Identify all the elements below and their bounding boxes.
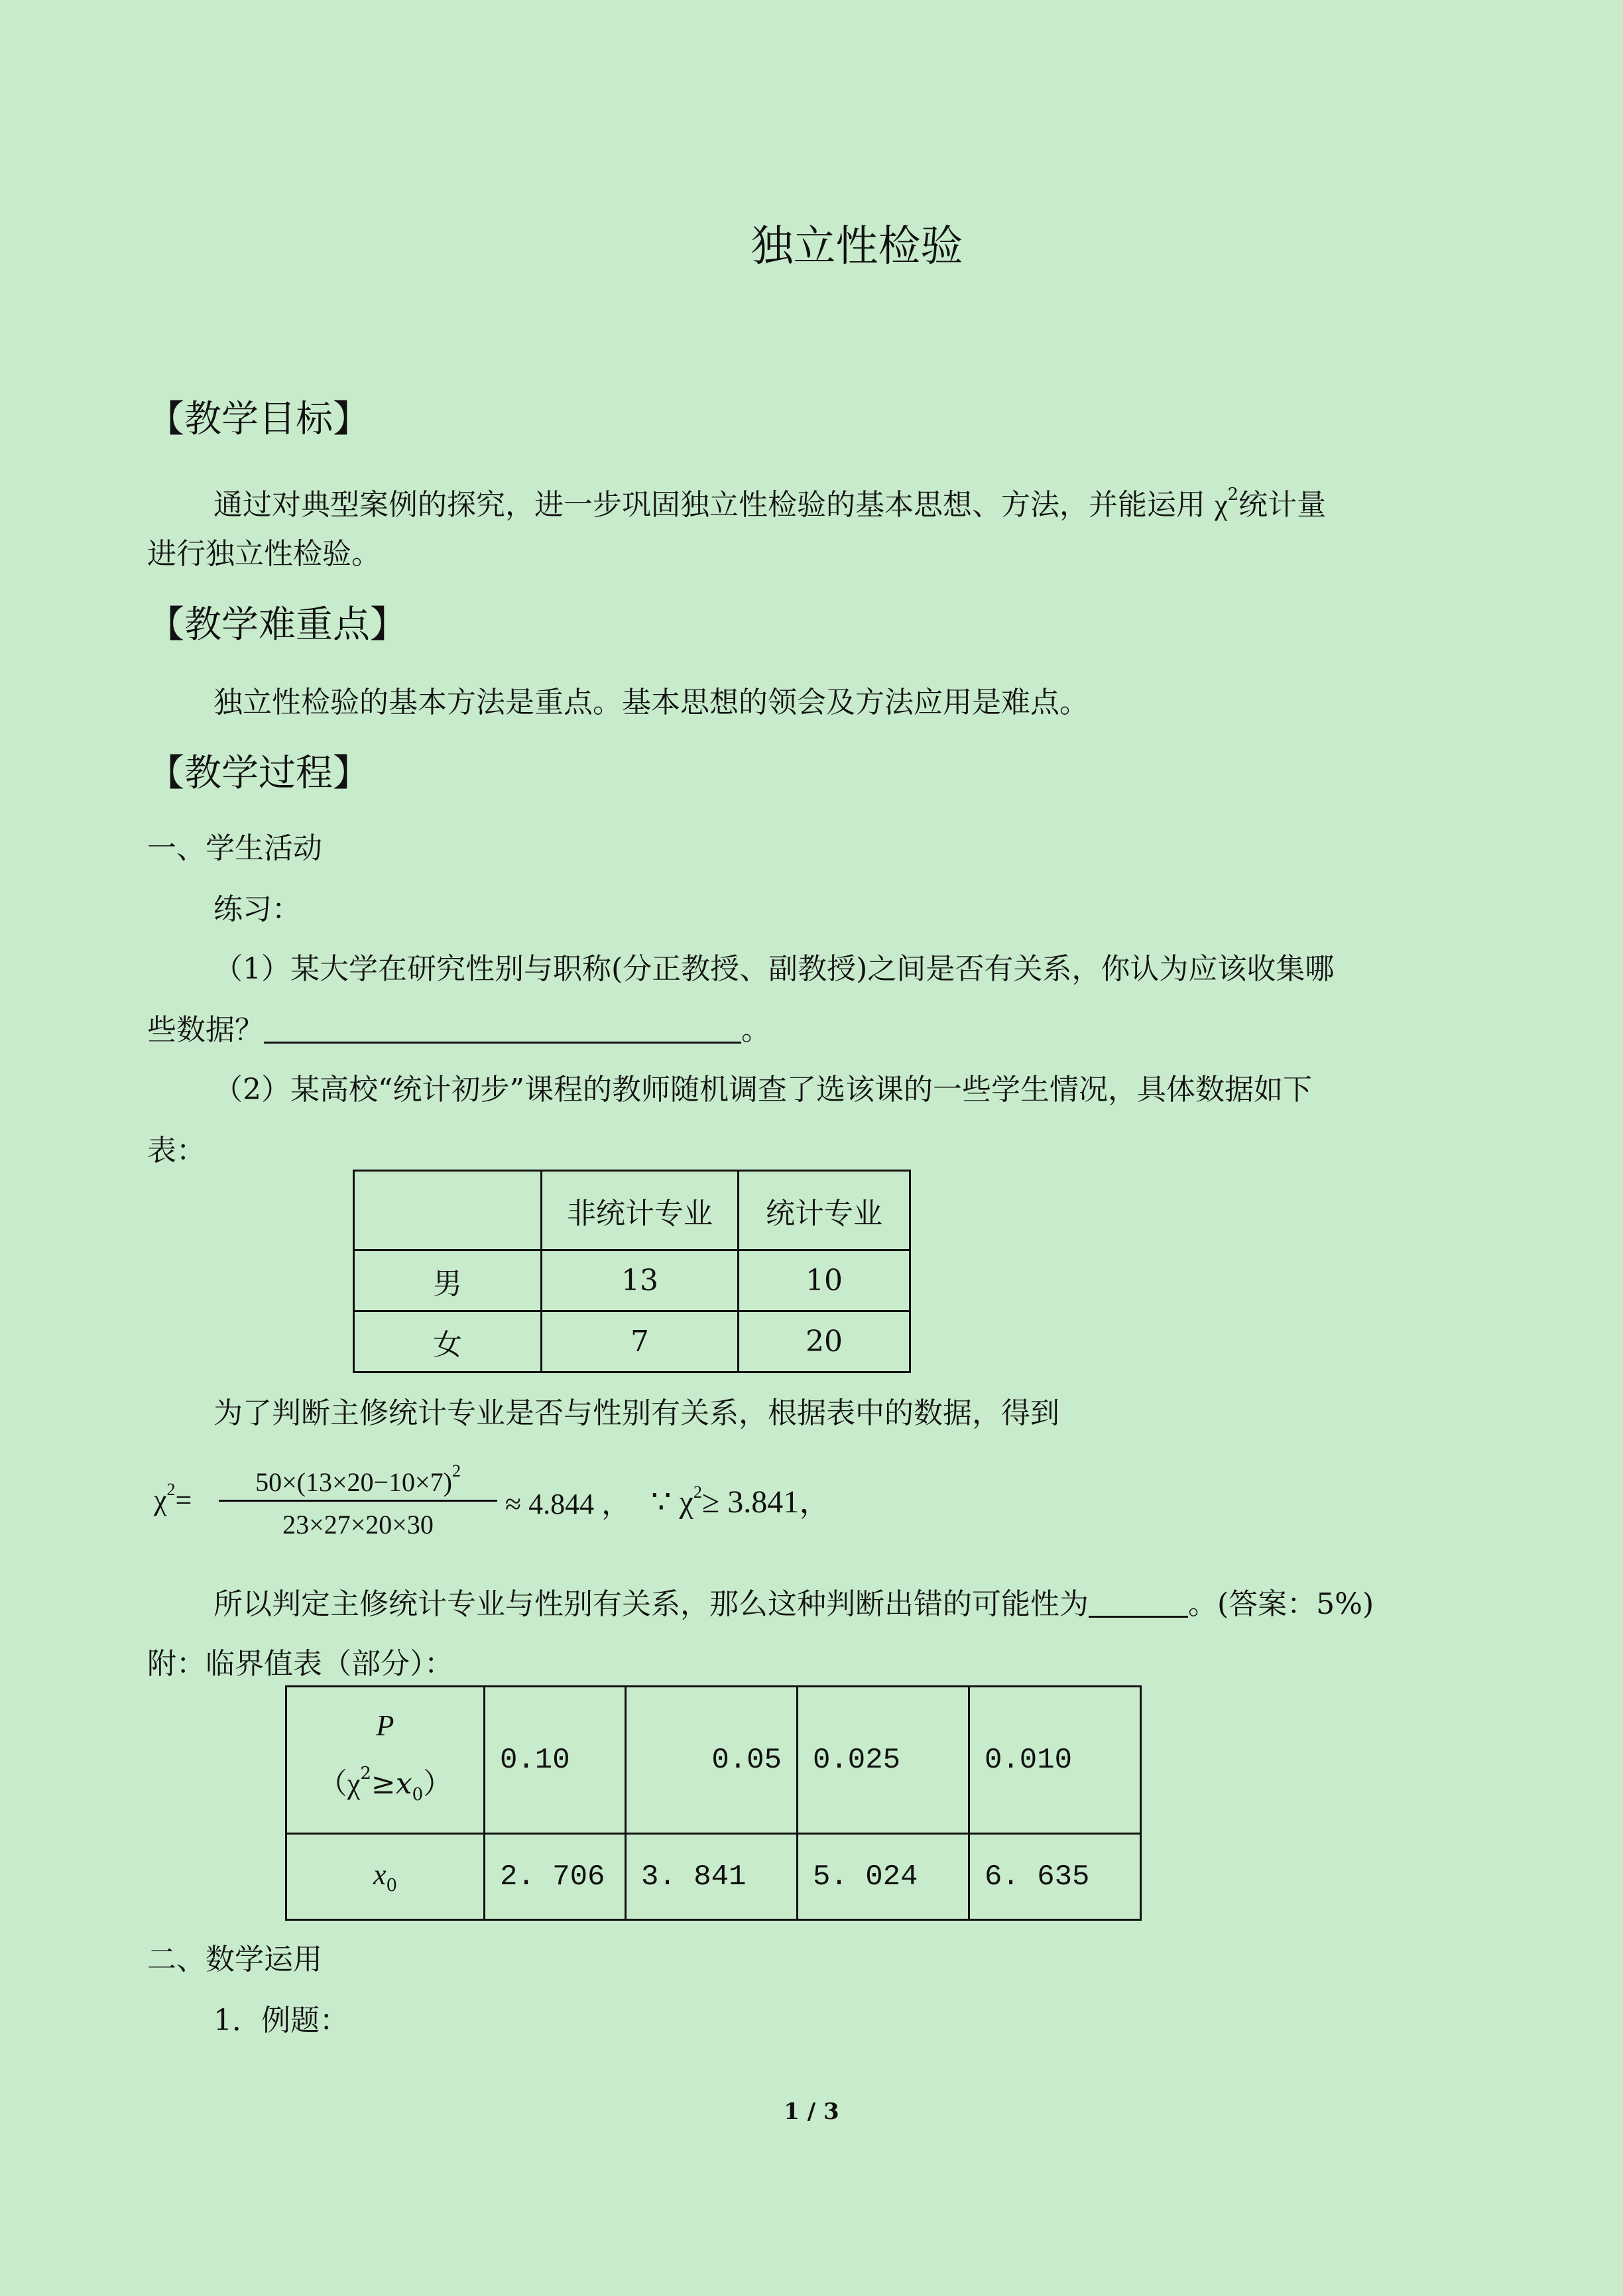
question2-line2: 表：	[147, 1134, 206, 1168]
table-cell: 20	[739, 1311, 910, 1372]
numerator-text: 50×(13×20−10×7)	[255, 1467, 452, 1497]
crit-x-value: 2. 706	[485, 1834, 626, 1920]
difficulty-text: 独立性检验的基本方法是重点。基本思想的领会及方法应用是难点。	[213, 686, 1089, 719]
table-cell: 女	[354, 1311, 542, 1372]
crit-x-value: 6. 635	[969, 1834, 1141, 1920]
gender-major-table	[353, 1170, 911, 1373]
because-chi-sup: 2	[693, 1482, 702, 1502]
conclusion-answer: 。(答案：5%)	[1188, 1587, 1374, 1621]
part1-heading: 一、学生活动	[147, 831, 322, 865]
page-title: 独立性检验	[751, 222, 963, 271]
chi-superscript: 2	[1227, 485, 1239, 505]
formula-chi: χ	[154, 1484, 167, 1516]
p-chi: χ	[347, 1767, 361, 1800]
answer-blank-2[interactable]	[1089, 1616, 1188, 1618]
crit-p-value: 0.010	[969, 1687, 1141, 1834]
table-header-cell: 统计专业	[739, 1171, 910, 1250]
table-cell: 7	[542, 1311, 739, 1372]
practice-label: 练习：	[213, 892, 301, 926]
numerator-sup: 2	[451, 1461, 461, 1480]
fraction-bar	[219, 1500, 497, 1502]
because-chi: χ	[679, 1484, 693, 1520]
p-condition	[302, 1750, 469, 1819]
conclusion-line	[213, 1585, 1374, 1624]
objective-text-after: 统计量	[1238, 488, 1327, 522]
crit-p-value: 0.025	[798, 1687, 969, 1834]
formula-chi-sup: 2	[166, 1480, 176, 1499]
crit-x-row	[286, 1834, 1141, 1920]
objective-paragraph-line1	[213, 475, 1326, 525]
x-label: x	[373, 1858, 387, 1891]
table-header-cell	[354, 1171, 542, 1250]
formula-denominator: 23×27×20×30	[282, 1510, 434, 1540]
crit-p-row	[286, 1687, 1141, 1834]
crit-x-label-cell	[286, 1834, 485, 1920]
conclusion-text: 所以判定主修统计专业与性别有关系，那么这种判断出错的可能性为	[213, 1587, 1089, 1621]
table-header-cell: 非统计专业	[542, 1171, 739, 1250]
p-ge: ≥	[371, 1766, 396, 1801]
objective-text-before: 通过对典型案例的探究，进一步巩固独立性检验的基本思想、方法，并能运用	[213, 488, 1205, 522]
process-heading: 【教学过程】	[147, 752, 370, 795]
appendix-label: 附：临界值表（部分）：	[147, 1647, 453, 1681]
part2-heading: 二、数学运用	[147, 1943, 322, 1976]
table-cell: 男	[354, 1250, 542, 1311]
p-chi-sup: 2	[360, 1763, 371, 1783]
crit-x-value: 3. 841	[626, 1834, 798, 1920]
question1-prefix: 些数据？	[147, 1013, 264, 1047]
analysis-line1: 为了判断主修统计专业是否与性别有关系，根据表中的数据，得到	[213, 1396, 1059, 1430]
table-cell: 10	[739, 1250, 910, 1311]
because-clause	[651, 1476, 831, 1522]
p-x-sub: 0	[412, 1784, 424, 1805]
table-cell: 13	[542, 1250, 739, 1311]
x-label-sub: 0	[386, 1876, 398, 1896]
question2-line1: （2）某高校“统计初步”课程的教师随机调查了选该课的一些学生情况，具体数据如下	[213, 1073, 1312, 1107]
p-x: x	[395, 1766, 412, 1801]
p-close-paren: ）	[423, 1766, 453, 1801]
formula-approx: ≈ 4.844 ，	[505, 1488, 631, 1520]
difficulty-heading: 【教学难重点】	[147, 603, 407, 646]
question1-line1: （1）某大学在研究性别与职称(分正教授、副教授)之间是否有关系，你认为应该收集哪	[213, 952, 1335, 986]
answer-blank-1[interactable]	[264, 1042, 741, 1044]
crit-p-value: 0.10	[485, 1687, 626, 1834]
critical-value-table	[285, 1685, 1142, 1921]
formula-lhs	[154, 1480, 192, 1517]
objective-paragraph-line2: 进行独立性检验。	[147, 537, 381, 571]
objective-heading: 【教学目标】	[147, 398, 370, 441]
table-row	[354, 1250, 910, 1311]
question1-line2	[147, 1010, 770, 1050]
because-rest: ≥ 3.841，	[701, 1484, 831, 1520]
p-open-paren: （	[318, 1766, 347, 1801]
formula-numerator	[219, 1461, 497, 1498]
question1-suffix: 。	[741, 1013, 770, 1047]
chi-symbol: χ	[1215, 489, 1228, 521]
because-symbol: ∵	[651, 1484, 672, 1520]
crit-p-value: 0.05	[626, 1687, 798, 1834]
crit-x-value: 5. 024	[798, 1834, 969, 1920]
table-row	[354, 1311, 910, 1372]
example-label: 1．例题：	[213, 2004, 349, 2037]
crit-p-label-cell	[286, 1687, 485, 1834]
formula-equals: =	[175, 1484, 192, 1516]
page-number: 1 / 3	[784, 2098, 839, 2125]
table-header-row	[354, 1171, 910, 1250]
p-label: P	[376, 1709, 394, 1742]
